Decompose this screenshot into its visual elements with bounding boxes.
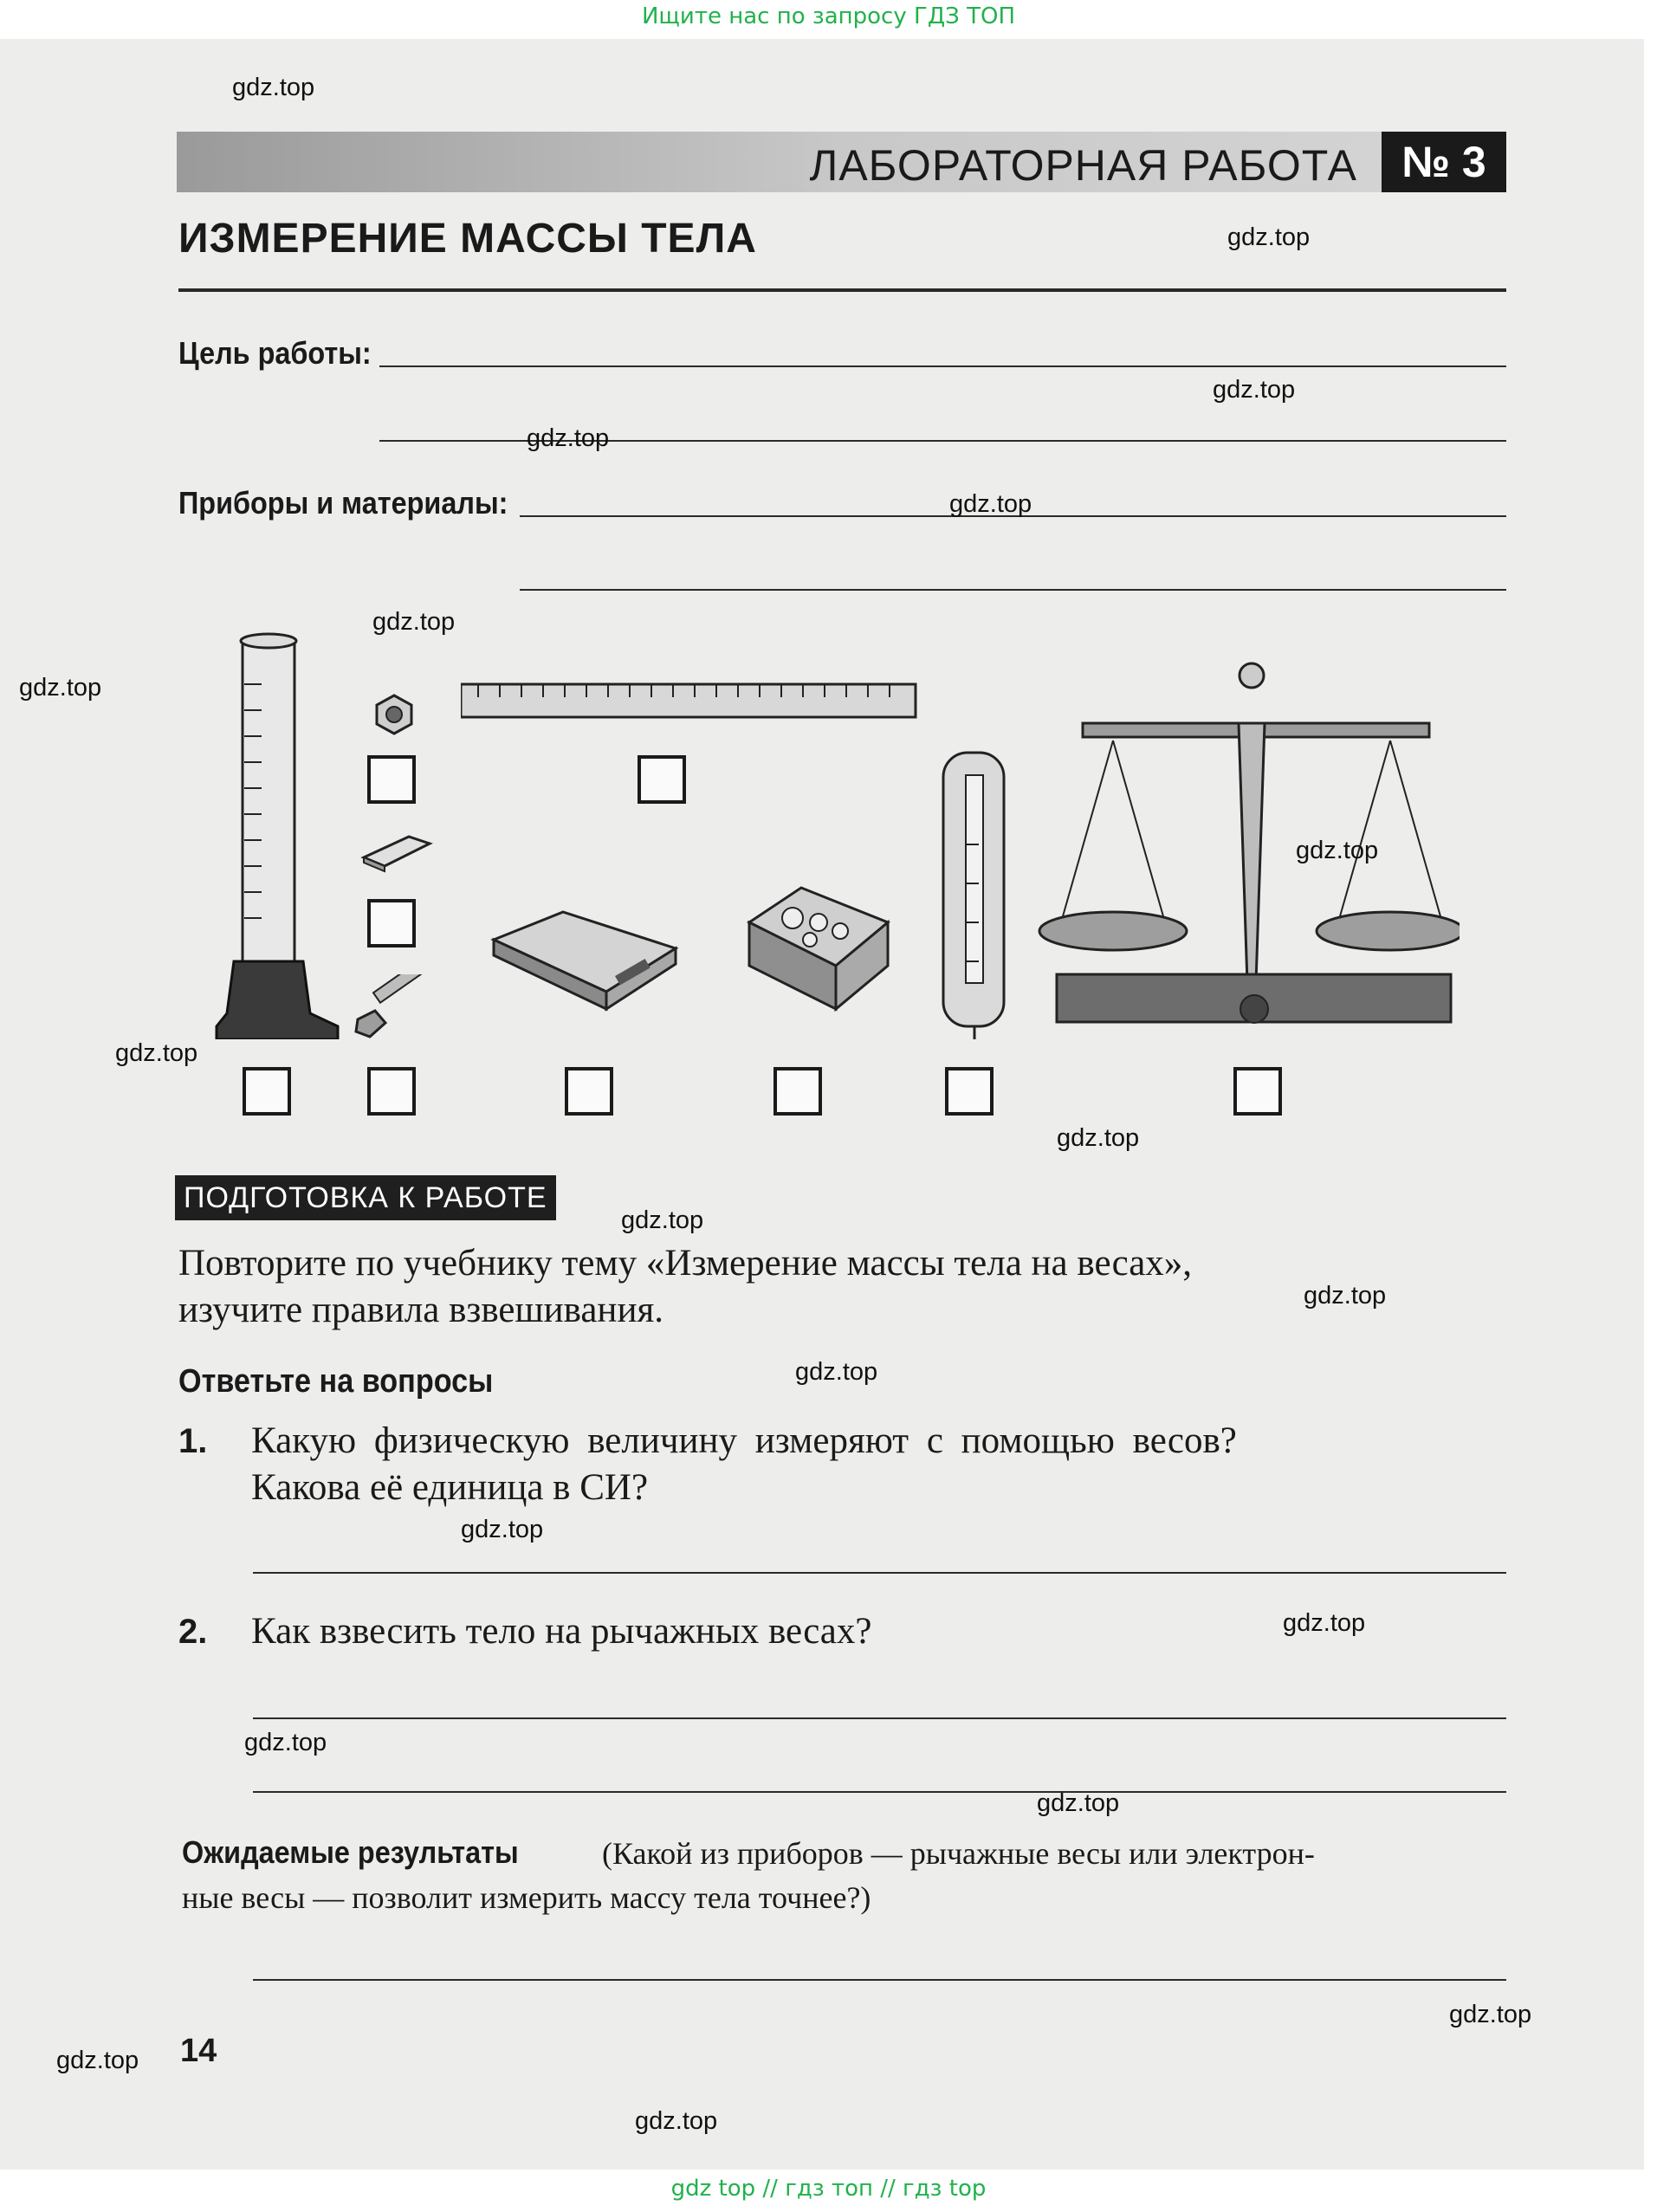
expected-results-line-1: (Какой из приборов — рычажные весы или электрон- <box>602 1836 1315 1871</box>
expected-results-line-2: ные весы — позволит измерить массу тела точнее?) <box>182 1880 871 1915</box>
electronic-scale-checkbox[interactable] <box>565 1067 613 1116</box>
bottom-banner[interactable]: gdz top // гдз топ // гдз top <box>670 2176 987 2202</box>
expected-results-label: Ожидаемые результаты <box>182 1834 519 1870</box>
watermark: gdz.top <box>244 1729 327 1756</box>
top-banner[interactable]: Ищите нас по запросу ГДЗ ТОП <box>641 3 1016 29</box>
bolt-icon <box>351 974 437 1044</box>
watermark: gdz.top <box>1057 1124 1140 1152</box>
watermark: gdz.top <box>232 74 315 101</box>
beam-balance-icon <box>1035 654 1460 1035</box>
answer-2-line-2[interactable] <box>253 1791 1506 1793</box>
answer-1-line[interactable] <box>253 1572 1506 1574</box>
balance-checkbox[interactable] <box>1233 1067 1282 1116</box>
ruler-checkbox[interactable] <box>638 755 686 804</box>
spring-scale-icon <box>940 749 1009 1044</box>
hex-nut-icon <box>372 693 416 736</box>
ruler-icon <box>461 680 920 723</box>
title-underline <box>178 288 1506 292</box>
question-1-line-2: Какова её единица в СИ? <box>251 1467 649 1508</box>
eraser-icon <box>357 831 435 875</box>
materials-answer-line-2[interactable] <box>520 589 1506 591</box>
watermark: gdz.top <box>56 2047 139 2074</box>
lab-number-badge: № 3 <box>1382 132 1506 192</box>
goal-label: Цель работы: <box>178 335 372 371</box>
weights-box-icon <box>732 870 892 1018</box>
page-number: 14 <box>180 2033 217 2069</box>
weights-checkbox[interactable] <box>773 1067 822 1116</box>
lab-header-bar <box>177 132 1506 192</box>
watermark: gdz.top <box>795 1358 878 1386</box>
watermark: gdz.top <box>19 674 102 702</box>
watermark: gdz.top <box>1296 837 1379 864</box>
watermark: gdz.top <box>1213 376 1296 404</box>
watermark: gdz.top <box>635 2107 718 2135</box>
watermark: gdz.top <box>1037 1789 1120 1817</box>
dynamometer-checkbox[interactable] <box>945 1067 994 1116</box>
watermark: gdz.top <box>115 1039 198 1067</box>
digital-scale-icon <box>485 905 684 1018</box>
intro-line-2: изучите правила взвешивания. <box>178 1290 663 1330</box>
watermark: gdz.top <box>1227 223 1311 251</box>
watermark: gdz.top <box>527 424 610 452</box>
materials-label: Приборы и материалы: <box>178 485 508 521</box>
watermark: gdz.top <box>949 490 1032 518</box>
goal-answer-line-1[interactable] <box>379 365 1506 367</box>
question-2-line-1: Как взвесить тело на рычажных весах? <box>251 1611 872 1652</box>
intro-line-1: Повторите по учебнику тему «Измерение массы тела на весах», <box>178 1243 1193 1284</box>
watermark: gdz.top <box>621 1206 704 1234</box>
measuring-cylinder-icon <box>208 632 355 1039</box>
nut-checkbox[interactable] <box>367 755 416 804</box>
expected-answer-line[interactable] <box>253 1979 1506 1981</box>
section-badge: ПОДГОТОВКА К РАБОТЕ <box>175 1175 556 1220</box>
cylinder-checkbox[interactable] <box>243 1067 291 1116</box>
page-title: ИЗМЕРЕНИЕ МАССЫ ТЕЛА <box>178 216 757 262</box>
answer-2-line-1[interactable] <box>253 1717 1506 1719</box>
watermark: gdz.top <box>461 1516 544 1543</box>
eraser-checkbox[interactable] <box>367 899 416 948</box>
question-1-number: 1. <box>178 1422 208 1460</box>
questions-heading: Ответьте на вопросы <box>178 1363 494 1400</box>
watermark: gdz.top <box>372 608 456 636</box>
watermark: gdz.top <box>1283 1609 1366 1637</box>
question-2-number: 2. <box>178 1613 208 1651</box>
lab-header-title: ЛАБОРАТОРНАЯ РАБОТА <box>809 141 1357 190</box>
question-1-line-1: Какую физическую величину измеряют с помощью весов? <box>251 1420 1237 1461</box>
bolt-checkbox[interactable] <box>367 1067 416 1116</box>
watermark: gdz.top <box>1449 2001 1532 2028</box>
watermark: gdz.top <box>1304 1282 1387 1310</box>
